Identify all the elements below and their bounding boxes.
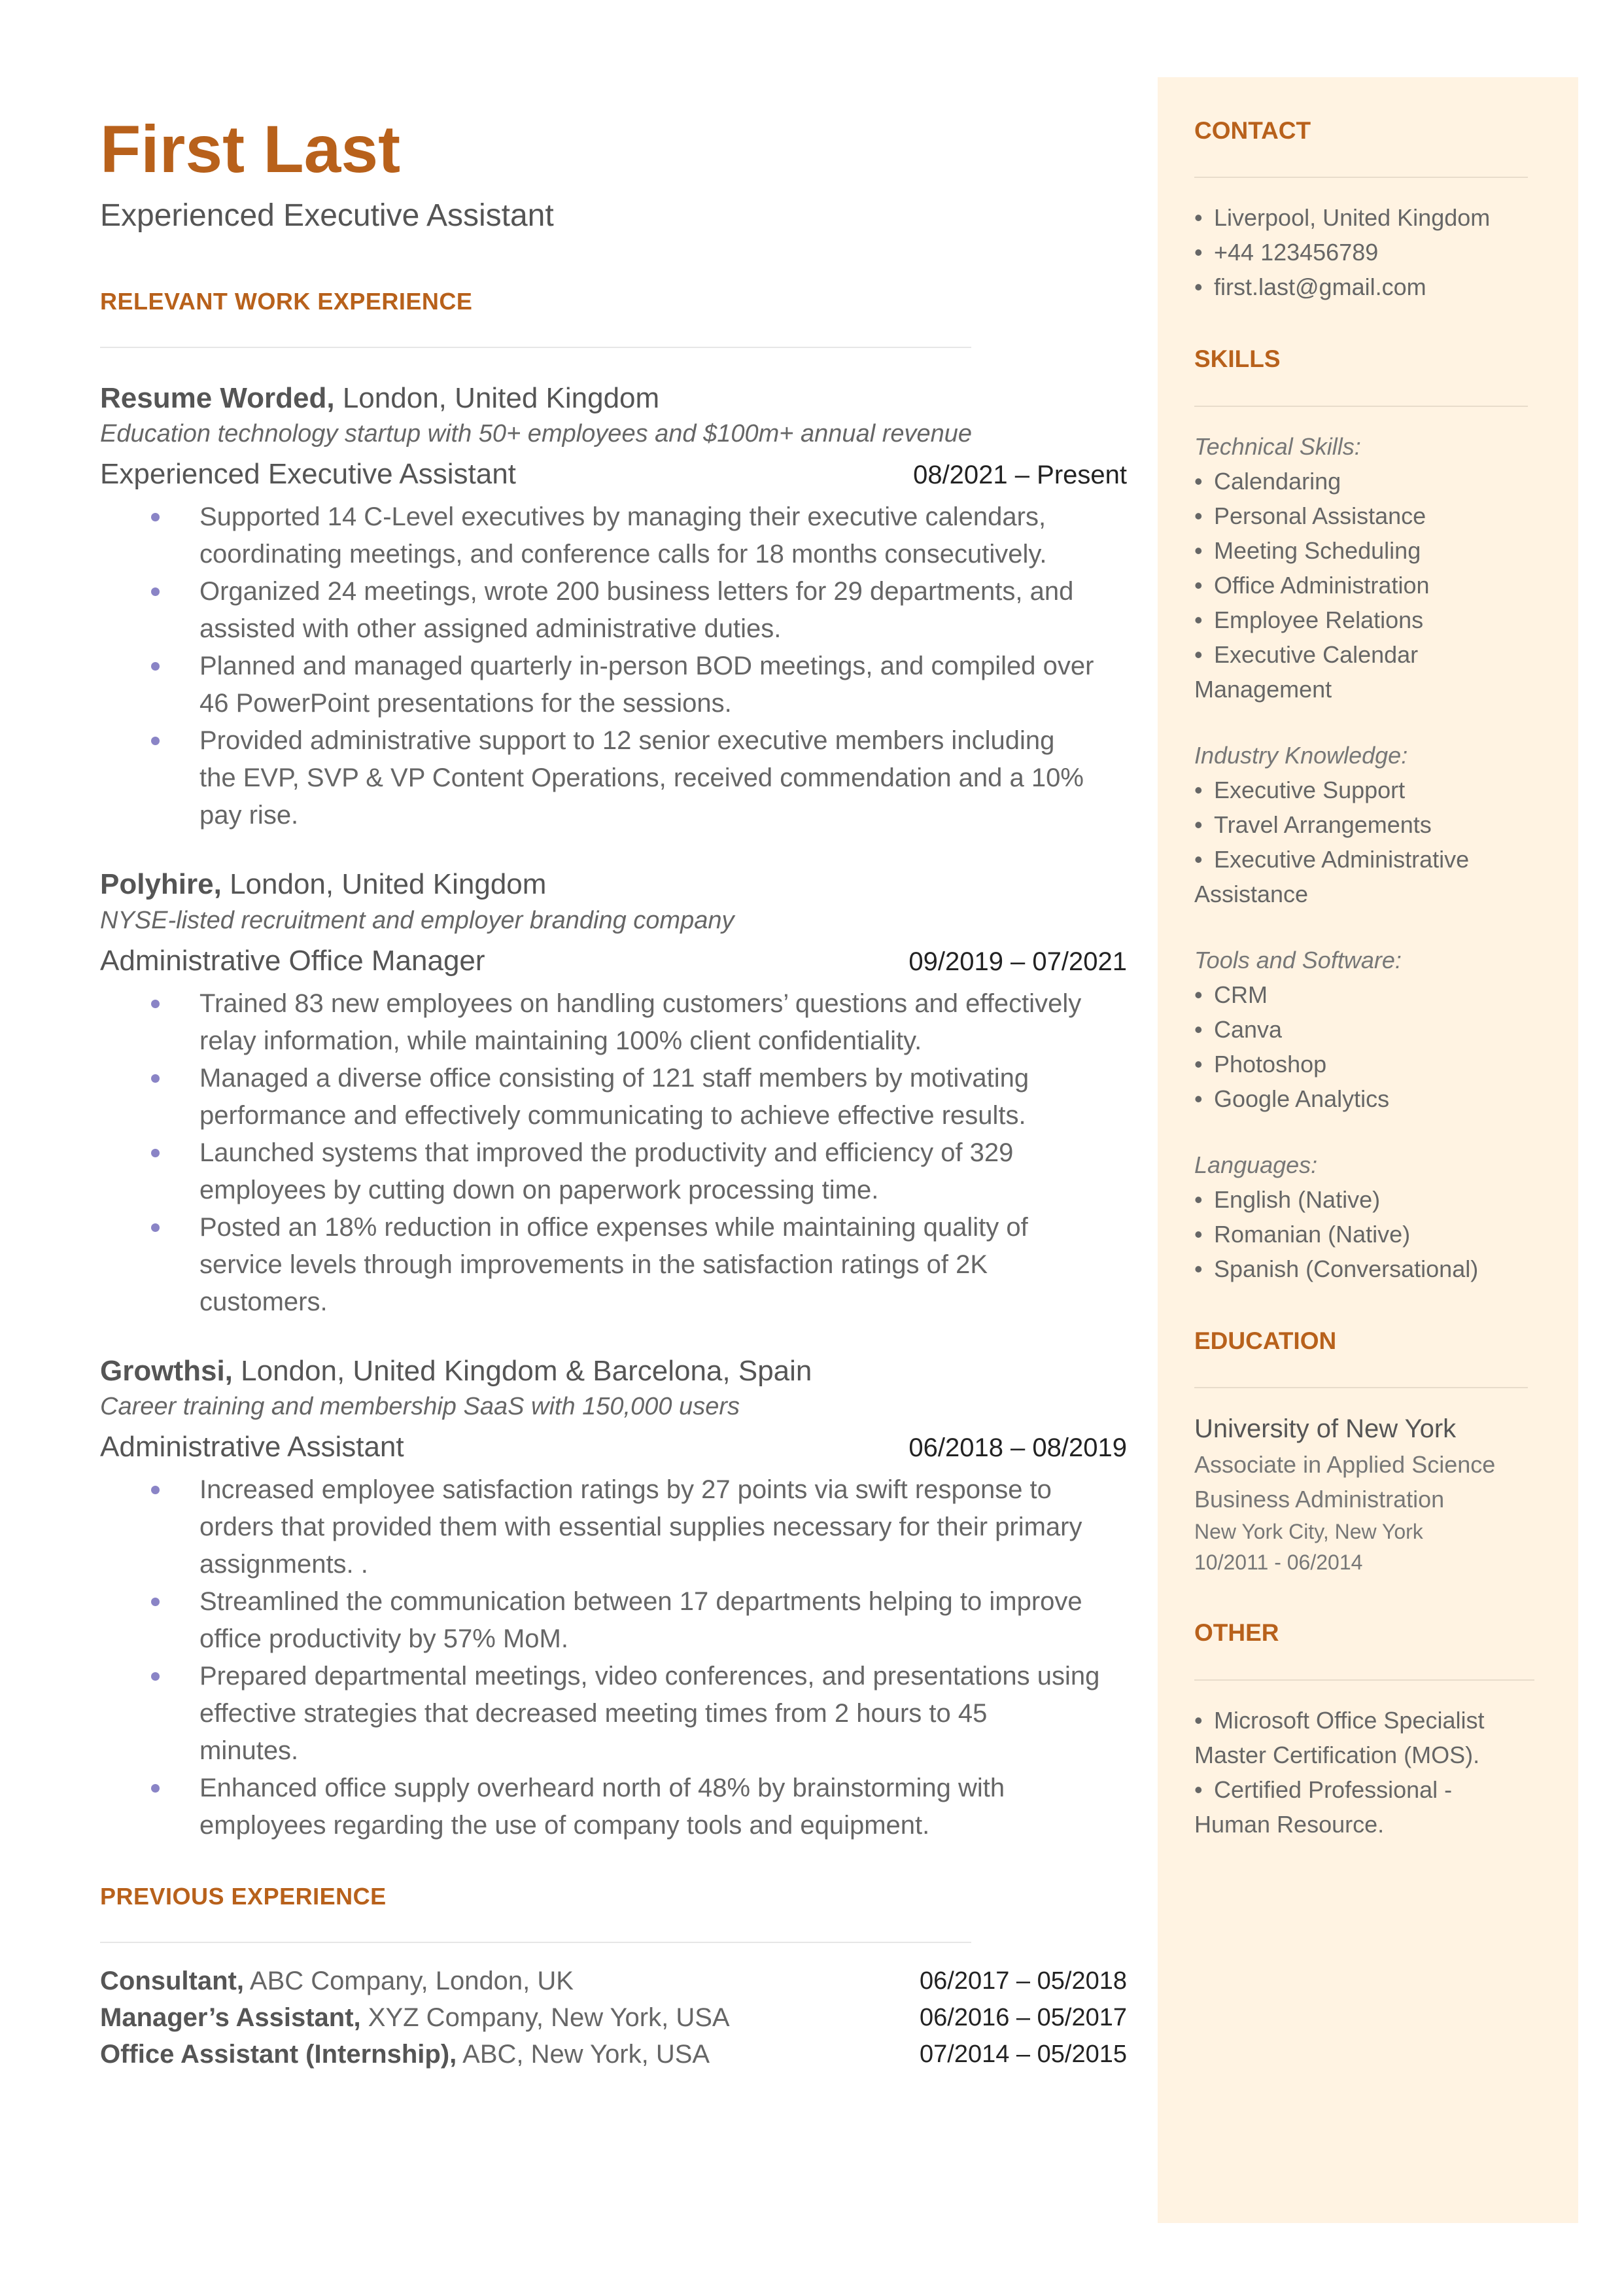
bullet-text-line: assignments. . [199, 1550, 368, 1579]
company-line [100, 379, 1127, 417]
bullet-text-line: performance and effectively communicating to achieve effective results. [199, 1100, 1026, 1130]
bullet-text-line: Prepared departmental meetings, video conferences, and presentations using [199, 1662, 1100, 1691]
bullet-text-line: service levels through improvements in the satisfaction ratings of 2K [199, 1250, 988, 1279]
sidebar-item-text: Personal Assistance [1214, 502, 1426, 529]
section-title-previous-experience: PREVIOUS EXPERIENCE [100, 1883, 387, 1910]
headline: Experienced Executive Assistant [100, 198, 554, 234]
sidebar-list-item [1194, 1252, 1528, 1286]
section-title-other: OTHER [1194, 1619, 1279, 1647]
sidebar-item-text: Microsoft Office Specialist [1214, 1706, 1485, 1734]
bullet-dot-icon: • [1194, 239, 1203, 266]
skills-group-label: Technical Skills: [1194, 432, 1361, 460]
previous-role: Office Assistant (Internship), [100, 2040, 457, 2069]
education-degree: Business Administration [1194, 1486, 1445, 1513]
bullet-item [100, 722, 1127, 834]
bullet-item [100, 1583, 1127, 1658]
sidebar-item-text: Assistance [1194, 880, 1309, 907]
bullet-dot-icon: • [1194, 981, 1203, 1008]
skills-group-label: Languages: [1194, 1151, 1318, 1178]
bullet-text-line: relay information, while maintaining 100% client confidentiality. [199, 1026, 922, 1055]
bullet-dot-icon [151, 737, 160, 745]
bullet-dot-icon: • [1194, 1050, 1203, 1077]
main-column [100, 111, 1127, 2073]
sidebar-list-item [1194, 533, 1528, 568]
bullet-text-line: Supported 14 C-Level executives by managing their executive calendars, [199, 502, 1046, 532]
company-location: London, United Kingdom & Barcelona, Spain [232, 1354, 812, 1387]
sidebar-list-item [1194, 1182, 1528, 1217]
sidebar-item-text: Executive Administrative [1214, 845, 1470, 873]
bullet-item [100, 1770, 1127, 1844]
sidebar-list-item [1194, 464, 1528, 499]
sidebar-list-item [1194, 1807, 1528, 1842]
bullet-item [100, 573, 1127, 648]
sidebar-item-text: Romanian (Native) [1214, 1220, 1411, 1248]
bullet-dot-icon [151, 1486, 160, 1494]
previous-role-company [100, 1999, 730, 2036]
bullet-text-line: orders that provided them with essential supplies necessary for their primary [199, 1513, 1082, 1542]
previous-experience-row [100, 2036, 1127, 2073]
candidate-name: First Last [100, 112, 401, 186]
sidebar-list-item [1194, 672, 1528, 707]
sidebar-list-item [1194, 842, 1528, 877]
previous-company: XYZ Company, New York, USA [360, 2003, 730, 2033]
bullet-item [100, 1658, 1127, 1770]
bullet-dot-icon [151, 1074, 160, 1083]
divider [100, 1942, 971, 1943]
sidebar-list-item [1194, 1217, 1528, 1252]
role-row [100, 458, 1127, 491]
bullet-text-line: Launched systems that improved the productivity and efficiency of 329 [199, 1138, 1014, 1167]
previous-experience-row [100, 1999, 1127, 2036]
bullet-dot-icon [151, 662, 160, 671]
bullet-dot-icon: • [1194, 1706, 1203, 1734]
skills-group-label: Tools and Software: [1194, 946, 1402, 973]
company-location: London, United Kingdom [334, 382, 660, 415]
bullet-dot-icon [151, 1149, 160, 1157]
bullet-text-line: Managed a diverse office consisting of 121 staff members by motivating [199, 1063, 1029, 1093]
sidebar-list-item [1194, 499, 1528, 533]
section-title-skills: SKILLS [1194, 345, 1281, 373]
job-entry [100, 1352, 1127, 1844]
sidebar-list-item [1194, 877, 1528, 911]
bullet-item [100, 499, 1127, 573]
sidebar-list-item [1194, 1772, 1528, 1807]
previous-role: Consultant, [100, 1967, 244, 1996]
company-location: London, United Kingdom [221, 868, 547, 901]
sidebar-item-text: +44 123456789 [1214, 239, 1379, 266]
sidebar-list-item [1194, 1703, 1528, 1738]
bullet-dot-icon [151, 1672, 160, 1681]
sidebar-item-text: Meeting Scheduling [1214, 536, 1421, 564]
job-dates: 06/2018 – 08/2019 [908, 1433, 1127, 1463]
sidebar-list-item [1194, 200, 1528, 235]
job-title: Administrative Office Manager [100, 944, 485, 977]
company-line [100, 866, 1127, 903]
bullet-dot-icon: • [1194, 640, 1203, 668]
sidebar-item-text: Photoshop [1214, 1050, 1327, 1077]
previous-dates: 06/2016 – 05/2017 [920, 2004, 1127, 2032]
role-row [100, 945, 1127, 977]
bullet-text-line: Increased employee satisfaction ratings by 27 points via swift response to [199, 1475, 1052, 1505]
education-dates: 10/2011 - 06/2014 [1194, 1550, 1363, 1575]
sidebar-list-item [1194, 270, 1528, 304]
sidebar-item-text: Executive Support [1214, 776, 1406, 803]
bullet-item [100, 1060, 1127, 1134]
bullet-text-line: assisted with other assigned administrative duties. [199, 614, 782, 644]
sidebar-list-item [1194, 235, 1528, 270]
bullet-item [100, 985, 1127, 1060]
divider [1194, 1679, 1534, 1681]
sidebar-list-item [1194, 1081, 1528, 1116]
section-title-work-experience: RELEVANT WORK EXPERIENCE [100, 287, 473, 315]
bullet-dot-icon [151, 587, 160, 596]
sidebar-item-text: English (Native) [1214, 1185, 1381, 1213]
bullet-dot-icon: • [1194, 1776, 1203, 1803]
company-line [100, 1352, 1127, 1390]
bullet-text-line: pay rise. [199, 801, 299, 830]
sidebar-item-text: first.last@gmail.com [1214, 273, 1426, 301]
job-entry [100, 866, 1127, 1320]
company-name: Growthsi, [100, 1354, 233, 1387]
bullet-text-line: employees regarding the use of company tools and equipment. [199, 1811, 930, 1840]
sidebar-item-text: CRM [1214, 981, 1268, 1008]
sidebar-item-text: Office Administration [1214, 571, 1430, 599]
divider [1194, 406, 1528, 407]
bullet-item [100, 1209, 1127, 1321]
role-row [100, 1431, 1127, 1463]
bullet-list [100, 499, 1127, 834]
bullet-item [100, 1134, 1127, 1209]
sidebar-list-item [1194, 1738, 1528, 1772]
divider [100, 347, 971, 348]
bullet-item [100, 1471, 1127, 1583]
sidebar-item-text: Certified Professional - [1214, 1776, 1453, 1803]
bullet-dot-icon: • [1194, 536, 1203, 564]
company-name: Polyhire, [100, 868, 222, 901]
company-name: Resume Worded, [100, 382, 335, 415]
bullet-text-line: office productivity by 57% MoM. [199, 1624, 568, 1654]
bullet-dot-icon: • [1194, 606, 1203, 633]
bullet-text-line: customers. [199, 1287, 328, 1316]
previous-dates: 07/2014 – 05/2015 [920, 2041, 1127, 2069]
section-title-contact: CONTACT [1194, 117, 1311, 144]
bullet-text-line: Provided administrative support to 12 senior executive members including [199, 726, 1055, 756]
sidebar-list-item [1194, 807, 1528, 842]
bullet-dot-icon [151, 513, 160, 521]
bullet-dot-icon: • [1194, 467, 1203, 495]
divider [1194, 1387, 1528, 1388]
sidebar-item-text: Master Certification (MOS). [1194, 1741, 1480, 1768]
bullet-text-line: Trained 83 new employees on handling customers’ questions and effectively [199, 989, 1082, 1018]
skills-group-label: Industry Knowledge: [1194, 741, 1408, 769]
previous-company: ABC Company, London, UK [243, 1967, 574, 1996]
bullet-dot-icon: • [1194, 571, 1203, 599]
bullet-dot-icon: • [1194, 204, 1203, 232]
sidebar-list-item [1194, 1047, 1528, 1081]
bullet-dot-icon [151, 1784, 160, 1793]
bullet-list [100, 1471, 1127, 1844]
bullet-text-line: minutes. [199, 1736, 299, 1766]
bullet-text-line: Planned and managed quarterly in-person BOD meetings, and compiled over [199, 652, 1094, 681]
bullet-text-line: coordinating meetings, and conference calls for 18 months consecutively. [199, 540, 1047, 569]
sidebar-item-text: Google Analytics [1214, 1085, 1390, 1112]
bullet-text-line: Organized 24 meetings, wrote 200 business letters for 29 departments, and [199, 577, 1074, 606]
sidebar-item-text: Liverpool, United Kingdom [1214, 204, 1491, 232]
sidebar-list-item [1194, 637, 1528, 672]
sidebar-item-text: Human Resource. [1194, 1810, 1385, 1838]
education-entry [1194, 1410, 1528, 1578]
previous-experience-row [100, 1963, 1127, 1999]
other-list [1194, 1703, 1528, 1842]
job-list [100, 379, 1127, 1844]
bullet-text-line: 46 PowerPoint presentations for the sessions. [199, 689, 732, 718]
bullet-dot-icon: • [1194, 502, 1203, 529]
education-location: New York City, New York [1194, 1520, 1423, 1544]
sidebar-item-text: Travel Arrangements [1214, 811, 1432, 838]
bullet-text-line: the EVP, SVP & VP Content Operations, received commendation and a 10% [199, 763, 1084, 793]
sidebar [1158, 77, 1578, 2223]
previous-experience-list [100, 1963, 1127, 2073]
previous-role-company [100, 2036, 710, 2073]
bullet-dot-icon: • [1194, 845, 1203, 873]
sidebar-list-item [1194, 773, 1528, 807]
bullet-dot-icon: • [1194, 1185, 1203, 1213]
company-description: NYSE-listed recruitment and employer branding company [100, 906, 734, 934]
sidebar-list-item [1194, 568, 1528, 603]
job-dates: 08/2021 – Present [913, 461, 1127, 490]
bullet-dot-icon [151, 1598, 160, 1606]
company-description: Career training and membership SaaS with 150,000 users [100, 1393, 740, 1421]
skills-list [1194, 429, 1528, 1286]
contact-list [1194, 200, 1528, 304]
bullet-text-line: employees by cutting down on paperwork processing time. [199, 1175, 879, 1204]
sidebar-item-text: Executive Calendar [1214, 640, 1419, 668]
sidebar-item-text: Canva [1214, 1015, 1283, 1043]
bullet-dot-icon: • [1194, 1015, 1203, 1043]
bullet-list [100, 985, 1127, 1321]
section-title-education: EDUCATION [1194, 1327, 1337, 1354]
bullet-text-line: Posted an 18% reduction in office expenses while maintaining quality of [199, 1212, 1028, 1242]
company-description: Education technology startup with 50+ employees and $100m+ annual revenue [100, 420, 973, 448]
sidebar-list-item [1194, 1012, 1528, 1047]
previous-role: Manager’s Assistant, [100, 2003, 361, 2033]
job-title: Administrative Assistant [100, 1431, 404, 1463]
bullet-dot-icon: • [1194, 1220, 1203, 1248]
sidebar-list-item [1194, 603, 1528, 637]
bullet-dot-icon: • [1194, 273, 1203, 301]
sidebar-item-text: Spanish (Conversational) [1214, 1255, 1479, 1282]
bullet-text-line: Streamlined the communication between 17 departments helping to improve [199, 1587, 1082, 1617]
sidebar-item-text: Management [1194, 675, 1332, 703]
bullet-dot-icon [151, 1000, 160, 1008]
bullet-dot-icon: • [1194, 1255, 1203, 1282]
bullet-text-line: effective strategies that decreased meeting times from 2 hours to 45 [199, 1699, 988, 1728]
bullet-item [100, 648, 1127, 722]
previous-dates: 06/2017 – 05/2018 [920, 1967, 1127, 1995]
job-entry [100, 379, 1127, 834]
bullet-dot-icon: • [1194, 1085, 1203, 1112]
previous-role-company [100, 1963, 574, 1999]
education-school: University of New York [1194, 1414, 1457, 1444]
bullet-dot-icon: • [1194, 811, 1203, 838]
job-dates: 09/2019 – 07/2021 [908, 947, 1127, 976]
bullet-dot-icon [151, 1223, 160, 1232]
sidebar-list-item [1194, 977, 1528, 1012]
previous-company: ABC, New York, USA [457, 2040, 710, 2069]
bullet-text-line: Enhanced office supply overheard north of 48% by brainstorming with [199, 1774, 1005, 1803]
sidebar-item-text: Calendaring [1214, 467, 1341, 495]
divider [1194, 177, 1528, 178]
bullet-dot-icon: • [1194, 776, 1203, 803]
education-degree: Associate in Applied Science [1194, 1451, 1496, 1479]
sidebar-item-text: Employee Relations [1214, 606, 1424, 633]
job-title: Experienced Executive Assistant [100, 458, 516, 491]
